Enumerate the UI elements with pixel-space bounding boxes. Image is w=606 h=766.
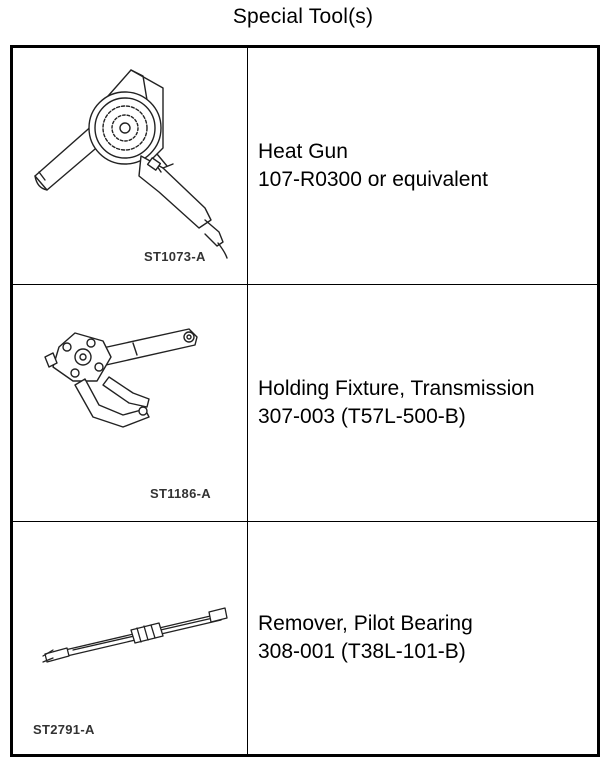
tool-image-code: ST1186-A [150,486,211,501]
tool-name: Holding Fixture, Transmission [258,377,535,400]
tool-image-code: ST2791-A [33,722,95,737]
table-row [13,48,597,285]
table-row [13,522,597,754]
tool-image-code: ST1073-A [144,249,206,264]
holding-fixture-icon [13,285,248,522]
tool-number: 107-R0300 or equivalent [258,168,488,191]
tool-description [248,522,597,754]
tool-image-cell [13,48,248,284]
pilot-bearing-remover-icon [13,522,248,754]
tool-name: Remover, Pilot Bearing [258,612,473,635]
tool-image-cell [13,285,248,521]
page-title: Special Tool(s) [232,5,374,28]
tool-name: Heat Gun [258,140,348,163]
tool-number: 308-001 (T38L-101-B) [258,640,466,663]
tool-description [248,285,597,521]
tool-image-cell [13,522,248,754]
special-tools-table [10,45,600,757]
table-row [13,285,597,522]
heat-gun-icon [13,48,248,285]
tool-number: 307-003 (T57L-500-B) [258,405,466,428]
tool-description [248,48,597,284]
